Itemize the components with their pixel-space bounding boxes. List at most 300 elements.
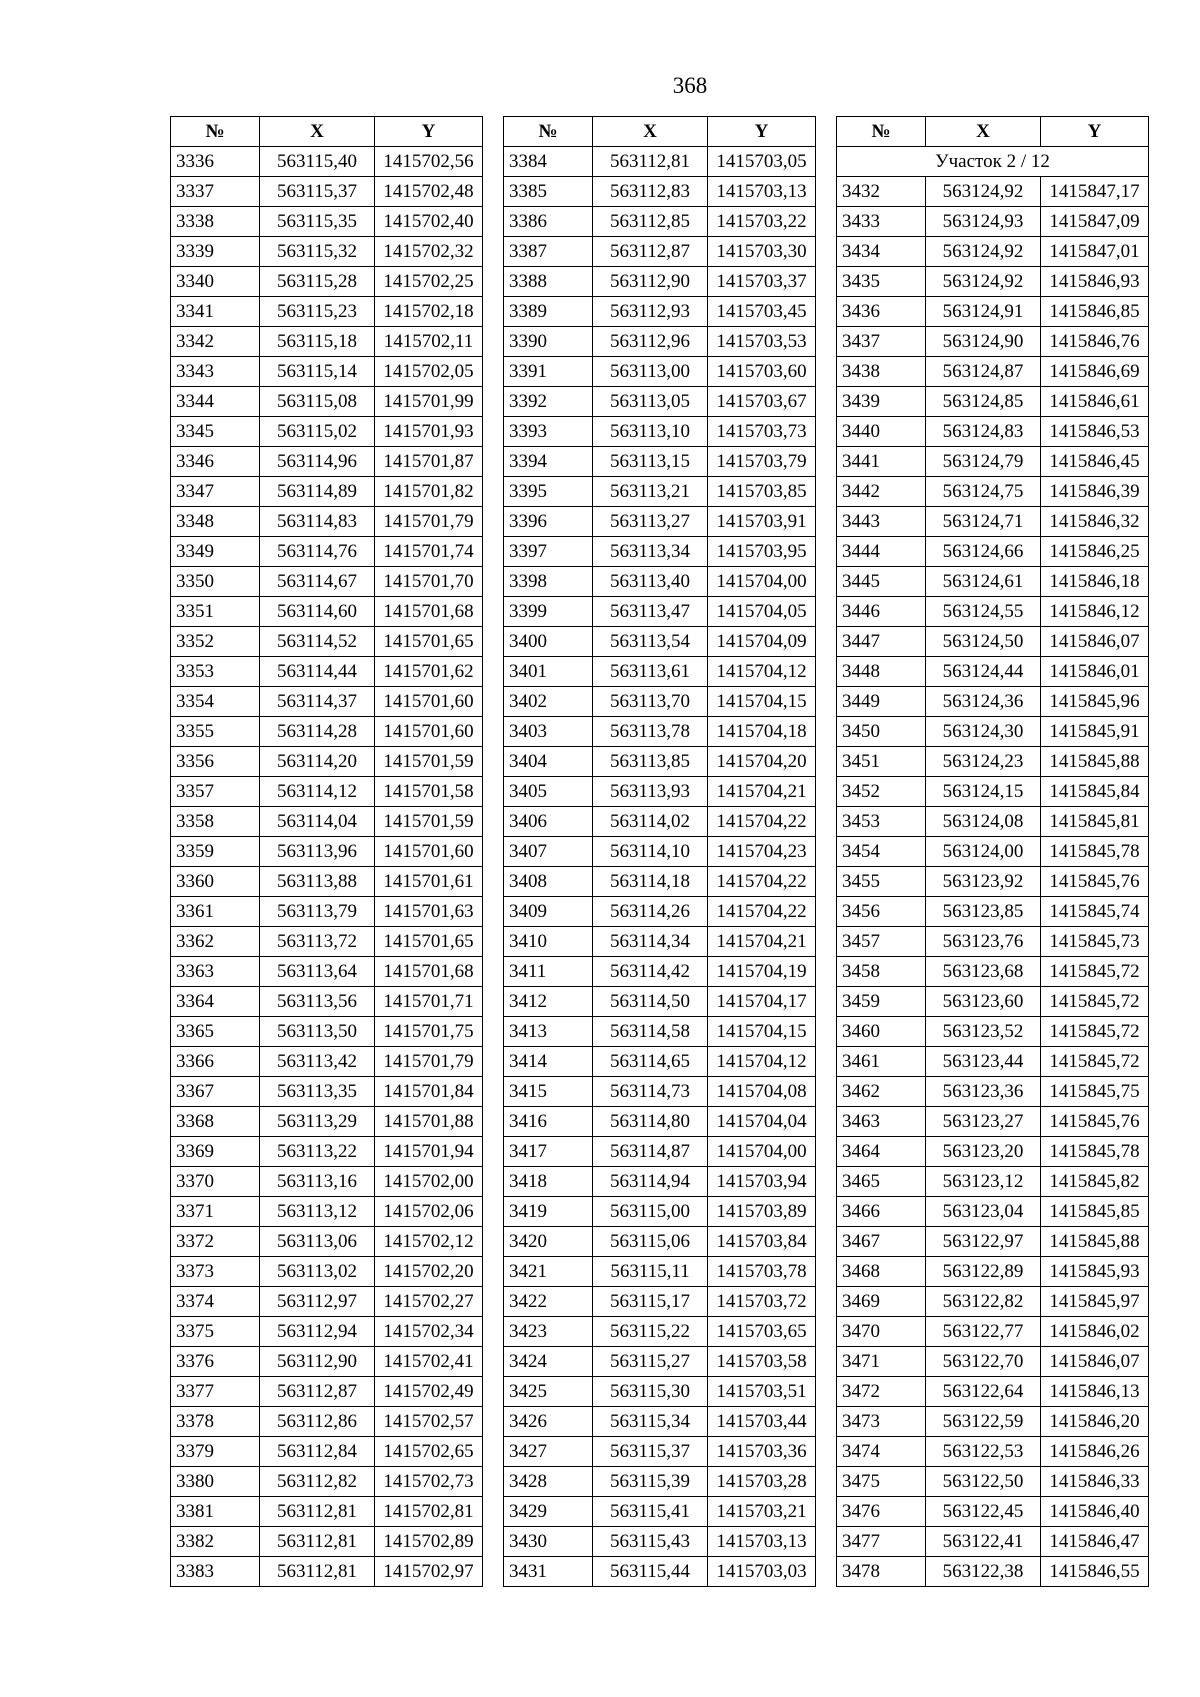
- table-row: [171, 1287, 483, 1317]
- y-coordinate-cell: 1415846,26: [1041, 1437, 1149, 1467]
- x-coordinate-cell: 563115,18: [260, 327, 375, 357]
- x-coordinate-cell: 563124,92: [926, 267, 1041, 297]
- x-coordinate-cell: 563112,84: [260, 1437, 375, 1467]
- point-number-cell: 3456: [837, 897, 926, 927]
- x-coordinate-cell: 563115,00: [593, 1197, 708, 1227]
- x-coordinate-cell: 563123,92: [926, 867, 1041, 897]
- y-coordinate-cell: 1415701,99: [375, 387, 483, 417]
- x-coordinate-cell: 563122,50: [926, 1467, 1041, 1497]
- point-number-cell: 3342: [171, 327, 260, 357]
- point-number-cell: 3452: [837, 777, 926, 807]
- section-row: [837, 147, 1149, 177]
- point-number-cell: 3361: [171, 897, 260, 927]
- x-coordinate-cell: 563113,22: [260, 1137, 375, 1167]
- x-coordinate-cell: 563123,52: [926, 1017, 1041, 1047]
- y-coordinate-cell: 1415846,02: [1041, 1317, 1149, 1347]
- y-coordinate-cell: 1415702,65: [375, 1437, 483, 1467]
- y-coordinate-cell: 1415702,89: [375, 1527, 483, 1557]
- y-coordinate-cell: 1415701,75: [375, 1017, 483, 1047]
- header-number: №: [171, 117, 260, 147]
- x-coordinate-cell: 563124,87: [926, 357, 1041, 387]
- point-number-cell: 3399: [504, 597, 593, 627]
- x-coordinate-cell: 563112,87: [260, 1377, 375, 1407]
- table-row: [837, 1047, 1149, 1077]
- table-row: [504, 597, 816, 627]
- table-row: [837, 807, 1149, 837]
- table-row: [504, 1287, 816, 1317]
- header-x: X: [260, 117, 375, 147]
- y-coordinate-cell: 1415845,72: [1041, 1047, 1149, 1077]
- y-coordinate-cell: 1415703,60: [708, 357, 816, 387]
- point-number-cell: 3415: [504, 1077, 593, 1107]
- x-coordinate-cell: 563114,18: [593, 867, 708, 897]
- table-row: [504, 1137, 816, 1167]
- y-coordinate-cell: 1415702,12: [375, 1227, 483, 1257]
- y-coordinate-cell: 1415704,00: [708, 1137, 816, 1167]
- x-coordinate-cell: 563114,50: [593, 987, 708, 1017]
- y-coordinate-cell: 1415846,45: [1041, 447, 1149, 477]
- point-number-cell: 3352: [171, 627, 260, 657]
- x-coordinate-cell: 563112,81: [260, 1497, 375, 1527]
- y-coordinate-cell: 1415704,09: [708, 627, 816, 657]
- y-coordinate-cell: 1415704,15: [708, 687, 816, 717]
- y-coordinate-cell: 1415701,65: [375, 927, 483, 957]
- x-coordinate-cell: 563124,15: [926, 777, 1041, 807]
- table-row: [171, 177, 483, 207]
- y-coordinate-cell: 1415703,05: [708, 147, 816, 177]
- table-row: [837, 1467, 1149, 1497]
- y-coordinate-cell: 1415703,79: [708, 447, 816, 477]
- y-coordinate-cell: 1415845,88: [1041, 747, 1149, 777]
- table-row: [504, 417, 816, 447]
- point-number-cell: 3407: [504, 837, 593, 867]
- table-row: [504, 1317, 816, 1347]
- y-coordinate-cell: 1415845,76: [1041, 1107, 1149, 1137]
- table-row: [837, 1347, 1149, 1377]
- table-row: [171, 1497, 483, 1527]
- table-row: [837, 717, 1149, 747]
- y-coordinate-cell: 1415701,60: [375, 717, 483, 747]
- x-coordinate-cell: 563112,81: [593, 147, 708, 177]
- x-coordinate-cell: 563114,52: [260, 627, 375, 657]
- table-row: [171, 1407, 483, 1437]
- point-number-cell: 3425: [504, 1377, 593, 1407]
- table-row: [504, 627, 816, 657]
- y-coordinate-cell: 1415845,72: [1041, 987, 1149, 1017]
- table-row: [171, 267, 483, 297]
- y-coordinate-cell: 1415701,71: [375, 987, 483, 1017]
- header-row: [504, 117, 816, 147]
- x-coordinate-cell: 563114,20: [260, 747, 375, 777]
- x-coordinate-cell: 563124,36: [926, 687, 1041, 717]
- point-number-cell: 3354: [171, 687, 260, 717]
- x-coordinate-cell: 563112,93: [593, 297, 708, 327]
- y-coordinate-cell: 1415703,44: [708, 1407, 816, 1437]
- point-number-cell: 3472: [837, 1377, 926, 1407]
- x-coordinate-cell: 563115,37: [593, 1437, 708, 1467]
- x-coordinate-cell: 563115,08: [260, 387, 375, 417]
- point-number-cell: 3338: [171, 207, 260, 237]
- point-number-cell: 3448: [837, 657, 926, 687]
- x-coordinate-cell: 563115,34: [593, 1407, 708, 1437]
- point-number-cell: 3363: [171, 957, 260, 987]
- table-row: [504, 507, 816, 537]
- table-row: [504, 1107, 816, 1137]
- point-number-cell: 3339: [171, 237, 260, 267]
- table-row: [837, 867, 1149, 897]
- y-coordinate-cell: 1415701,60: [375, 687, 483, 717]
- table-row: [837, 177, 1149, 207]
- y-coordinate-cell: 1415845,75: [1041, 1077, 1149, 1107]
- point-number-cell: 3391: [504, 357, 593, 387]
- table-row: [171, 717, 483, 747]
- point-number-cell: 3370: [171, 1167, 260, 1197]
- table-row: [171, 1197, 483, 1227]
- point-number-cell: 3365: [171, 1017, 260, 1047]
- point-number-cell: 3450: [837, 717, 926, 747]
- y-coordinate-cell: 1415846,93: [1041, 267, 1149, 297]
- y-coordinate-cell: 1415702,27: [375, 1287, 483, 1317]
- point-number-cell: 3369: [171, 1137, 260, 1167]
- point-number-cell: 3478: [837, 1557, 926, 1587]
- table-row: [837, 1317, 1149, 1347]
- x-coordinate-cell: 563124,90: [926, 327, 1041, 357]
- point-number-cell: 3462: [837, 1077, 926, 1107]
- y-coordinate-cell: 1415846,32: [1041, 507, 1149, 537]
- y-coordinate-cell: 1415846,13: [1041, 1377, 1149, 1407]
- y-coordinate-cell: 1415846,76: [1041, 327, 1149, 357]
- y-coordinate-cell: 1415703,65: [708, 1317, 816, 1347]
- table-row: [837, 1407, 1149, 1437]
- x-coordinate-cell: 563114,42: [593, 957, 708, 987]
- y-coordinate-cell: 1415703,13: [708, 1527, 816, 1557]
- x-coordinate-cell: 563124,71: [926, 507, 1041, 537]
- y-coordinate-cell: 1415703,85: [708, 477, 816, 507]
- point-number-cell: 3360: [171, 867, 260, 897]
- x-coordinate-cell: 563112,83: [593, 177, 708, 207]
- y-coordinate-cell: 1415701,68: [375, 957, 483, 987]
- point-number-cell: 3337: [171, 177, 260, 207]
- y-coordinate-cell: 1415845,93: [1041, 1257, 1149, 1287]
- x-coordinate-cell: 563124,75: [926, 477, 1041, 507]
- x-coordinate-cell: 563115,28: [260, 267, 375, 297]
- x-coordinate-cell: 563115,41: [593, 1497, 708, 1527]
- table-row: [837, 687, 1149, 717]
- table-row: [171, 807, 483, 837]
- y-coordinate-cell: 1415703,36: [708, 1437, 816, 1467]
- table-row: [837, 507, 1149, 537]
- point-number-cell: 3345: [171, 417, 260, 447]
- table-row: [837, 1437, 1149, 1467]
- table-row: [171, 417, 483, 447]
- table-row: [171, 687, 483, 717]
- point-number-cell: 3447: [837, 627, 926, 657]
- x-coordinate-cell: 563113,27: [593, 507, 708, 537]
- y-coordinate-cell: 1415704,22: [708, 897, 816, 927]
- x-coordinate-cell: 563115,27: [593, 1347, 708, 1377]
- table-row: [504, 327, 816, 357]
- y-coordinate-cell: 1415845,76: [1041, 867, 1149, 897]
- point-number-cell: 3476: [837, 1497, 926, 1527]
- table-row: [837, 1497, 1149, 1527]
- y-coordinate-cell: 1415847,01: [1041, 237, 1149, 267]
- y-coordinate-cell: 1415701,62: [375, 657, 483, 687]
- x-coordinate-cell: 563113,54: [593, 627, 708, 657]
- point-number-cell: 3408: [504, 867, 593, 897]
- table-row: [504, 777, 816, 807]
- x-coordinate-cell: 563114,60: [260, 597, 375, 627]
- table-row: [504, 1017, 816, 1047]
- header-number: №: [837, 117, 926, 147]
- x-coordinate-cell: 563115,23: [260, 297, 375, 327]
- y-coordinate-cell: 1415702,05: [375, 357, 483, 387]
- x-coordinate-cell: 563124,44: [926, 657, 1041, 687]
- table-row: [837, 987, 1149, 1017]
- table-row: [504, 387, 816, 417]
- x-coordinate-cell: 563112,82: [260, 1467, 375, 1497]
- y-coordinate-cell: 1415704,21: [708, 777, 816, 807]
- table-row: [171, 927, 483, 957]
- table-row: [171, 357, 483, 387]
- table-row: [837, 1227, 1149, 1257]
- y-coordinate-cell: 1415846,47: [1041, 1527, 1149, 1557]
- table-row: [504, 1467, 816, 1497]
- point-number-cell: 3395: [504, 477, 593, 507]
- x-coordinate-cell: 563115,02: [260, 417, 375, 447]
- x-coordinate-cell: 563123,68: [926, 957, 1041, 987]
- point-number-cell: 3433: [837, 207, 926, 237]
- y-coordinate-cell: 1415845,84: [1041, 777, 1149, 807]
- point-number-cell: 3377: [171, 1377, 260, 1407]
- header-y: Y: [1041, 117, 1149, 147]
- point-number-cell: 3471: [837, 1347, 926, 1377]
- y-coordinate-cell: 1415703,84: [708, 1227, 816, 1257]
- x-coordinate-cell: 563113,88: [260, 867, 375, 897]
- point-number-cell: 3411: [504, 957, 593, 987]
- point-number-cell: 3463: [837, 1107, 926, 1137]
- x-coordinate-cell: 563112,81: [260, 1527, 375, 1557]
- x-coordinate-cell: 563123,27: [926, 1107, 1041, 1137]
- table-row: [171, 1557, 483, 1587]
- x-coordinate-cell: 563114,34: [593, 927, 708, 957]
- table-row: [171, 1347, 483, 1377]
- point-number-cell: 3474: [837, 1437, 926, 1467]
- header-number: №: [504, 117, 593, 147]
- y-coordinate-cell: 1415704,23: [708, 837, 816, 867]
- y-coordinate-cell: 1415704,22: [708, 867, 816, 897]
- x-coordinate-cell: 563124,92: [926, 237, 1041, 267]
- table-row: [504, 657, 816, 687]
- point-number-cell: 3344: [171, 387, 260, 417]
- y-coordinate-cell: 1415846,53: [1041, 417, 1149, 447]
- y-coordinate-cell: 1415704,08: [708, 1077, 816, 1107]
- x-coordinate-cell: 563112,96: [593, 327, 708, 357]
- x-coordinate-cell: 563114,73: [593, 1077, 708, 1107]
- table-row: [837, 1107, 1149, 1137]
- x-coordinate-cell: 563113,72: [260, 927, 375, 957]
- point-number-cell: 3457: [837, 927, 926, 957]
- point-number-cell: 3400: [504, 627, 593, 657]
- y-coordinate-cell: 1415701,59: [375, 807, 483, 837]
- table-row: [504, 1347, 816, 1377]
- point-number-cell: 3398: [504, 567, 593, 597]
- y-coordinate-cell: 1415702,00: [375, 1167, 483, 1197]
- y-coordinate-cell: 1415845,82: [1041, 1167, 1149, 1197]
- point-number-cell: 3422: [504, 1287, 593, 1317]
- y-coordinate-cell: 1415701,87: [375, 447, 483, 477]
- y-coordinate-cell: 1415703,37: [708, 267, 816, 297]
- point-number-cell: 3420: [504, 1227, 593, 1257]
- y-coordinate-cell: 1415702,40: [375, 207, 483, 237]
- point-number-cell: 3348: [171, 507, 260, 537]
- x-coordinate-cell: 563113,56: [260, 987, 375, 1017]
- x-coordinate-cell: 563122,77: [926, 1317, 1041, 1347]
- table-row: [504, 567, 816, 597]
- y-coordinate-cell: 1415703,03: [708, 1557, 816, 1587]
- point-number-cell: 3366: [171, 1047, 260, 1077]
- table-row: [504, 867, 816, 897]
- point-number-cell: 3464: [837, 1137, 926, 1167]
- table-row: [171, 537, 483, 567]
- x-coordinate-cell: 563114,28: [260, 717, 375, 747]
- table-row: [171, 867, 483, 897]
- table-row: [837, 447, 1149, 477]
- y-coordinate-cell: 1415702,73: [375, 1467, 483, 1497]
- point-number-cell: 3424: [504, 1347, 593, 1377]
- table-row: [837, 357, 1149, 387]
- point-number-cell: 3429: [504, 1497, 593, 1527]
- x-coordinate-cell: 563113,40: [593, 567, 708, 597]
- point-number-cell: 3341: [171, 297, 260, 327]
- y-coordinate-cell: 1415703,95: [708, 537, 816, 567]
- point-number-cell: 3385: [504, 177, 593, 207]
- y-coordinate-cell: 1415703,30: [708, 237, 816, 267]
- y-coordinate-cell: 1415845,72: [1041, 957, 1149, 987]
- point-number-cell: 3390: [504, 327, 593, 357]
- table-row: [837, 477, 1149, 507]
- point-number-cell: 3376: [171, 1347, 260, 1377]
- point-number-cell: 3371: [171, 1197, 260, 1227]
- point-number-cell: 3402: [504, 687, 593, 717]
- x-coordinate-cell: 563115,06: [593, 1227, 708, 1257]
- table-row: [504, 1407, 816, 1437]
- point-number-cell: 3381: [171, 1497, 260, 1527]
- x-coordinate-cell: 563114,67: [260, 567, 375, 597]
- table-row: [837, 1197, 1149, 1227]
- point-number-cell: 3358: [171, 807, 260, 837]
- coordinates-table-2: [503, 116, 816, 1587]
- table-row: [171, 747, 483, 777]
- table-row: [837, 957, 1149, 987]
- x-coordinate-cell: 563122,97: [926, 1227, 1041, 1257]
- y-coordinate-cell: 1415703,53: [708, 327, 816, 357]
- y-coordinate-cell: 1415701,68: [375, 597, 483, 627]
- header-y: Y: [375, 117, 483, 147]
- table-row: [504, 1257, 816, 1287]
- point-number-cell: 3356: [171, 747, 260, 777]
- point-number-cell: 3343: [171, 357, 260, 387]
- table-row: [837, 237, 1149, 267]
- point-number-cell: 3379: [171, 1437, 260, 1467]
- point-number-cell: 3449: [837, 687, 926, 717]
- x-coordinate-cell: 563115,44: [593, 1557, 708, 1587]
- y-coordinate-cell: 1415846,39: [1041, 477, 1149, 507]
- point-number-cell: 3396: [504, 507, 593, 537]
- table-row: [837, 327, 1149, 357]
- point-number-cell: 3386: [504, 207, 593, 237]
- point-number-cell: 3373: [171, 1257, 260, 1287]
- point-number-cell: 3475: [837, 1467, 926, 1497]
- table-row: [171, 477, 483, 507]
- y-coordinate-cell: 1415701,61: [375, 867, 483, 897]
- y-coordinate-cell: 1415701,88: [375, 1107, 483, 1137]
- table-row: [504, 687, 816, 717]
- table-row: [504, 897, 816, 927]
- coordinates-table-3: [836, 116, 1149, 1587]
- point-number-cell: 3340: [171, 267, 260, 297]
- point-number-cell: 3389: [504, 297, 593, 327]
- x-coordinate-cell: 563122,38: [926, 1557, 1041, 1587]
- y-coordinate-cell: 1415704,15: [708, 1017, 816, 1047]
- y-coordinate-cell: 1415704,17: [708, 987, 816, 1017]
- x-coordinate-cell: 563113,85: [593, 747, 708, 777]
- y-coordinate-cell: 1415702,57: [375, 1407, 483, 1437]
- table-row: [837, 1287, 1149, 1317]
- y-coordinate-cell: 1415702,06: [375, 1197, 483, 1227]
- x-coordinate-cell: 563113,47: [593, 597, 708, 627]
- table-row: [171, 897, 483, 927]
- x-coordinate-cell: 563113,61: [593, 657, 708, 687]
- x-coordinate-cell: 563113,02: [260, 1257, 375, 1287]
- point-number-cell: 3435: [837, 267, 926, 297]
- x-coordinate-cell: 563113,00: [593, 357, 708, 387]
- table-row: [837, 567, 1149, 597]
- y-coordinate-cell: 1415845,78: [1041, 837, 1149, 867]
- y-coordinate-cell: 1415845,96: [1041, 687, 1149, 717]
- table-row: [171, 1137, 483, 1167]
- table-row: [171, 567, 483, 597]
- table-row: [171, 237, 483, 267]
- table-row: [504, 1437, 816, 1467]
- x-coordinate-cell: 563124,30: [926, 717, 1041, 747]
- table-row: [171, 447, 483, 477]
- x-coordinate-cell: 563114,80: [593, 1107, 708, 1137]
- x-coordinate-cell: 563113,05: [593, 387, 708, 417]
- x-coordinate-cell: 563114,83: [260, 507, 375, 537]
- x-coordinate-cell: 563114,12: [260, 777, 375, 807]
- x-coordinate-cell: 563113,93: [593, 777, 708, 807]
- x-coordinate-cell: 563124,61: [926, 567, 1041, 597]
- table-row: [504, 1227, 816, 1257]
- point-number-cell: 3428: [504, 1467, 593, 1497]
- table-row: [837, 387, 1149, 417]
- table-row: [504, 747, 816, 777]
- x-coordinate-cell: 563124,85: [926, 387, 1041, 417]
- table-row: [837, 417, 1149, 447]
- coordinates-table-1: [170, 116, 483, 1587]
- table-row: [171, 837, 483, 867]
- point-number-cell: 3440: [837, 417, 926, 447]
- table-row: [504, 1377, 816, 1407]
- x-coordinate-cell: 563122,82: [926, 1287, 1041, 1317]
- point-number-cell: 3368: [171, 1107, 260, 1137]
- y-coordinate-cell: 1415704,12: [708, 1047, 816, 1077]
- table-row: [837, 1077, 1149, 1107]
- point-number-cell: 3467: [837, 1227, 926, 1257]
- y-coordinate-cell: 1415701,59: [375, 747, 483, 777]
- y-coordinate-cell: 1415701,63: [375, 897, 483, 927]
- x-coordinate-cell: 563113,78: [593, 717, 708, 747]
